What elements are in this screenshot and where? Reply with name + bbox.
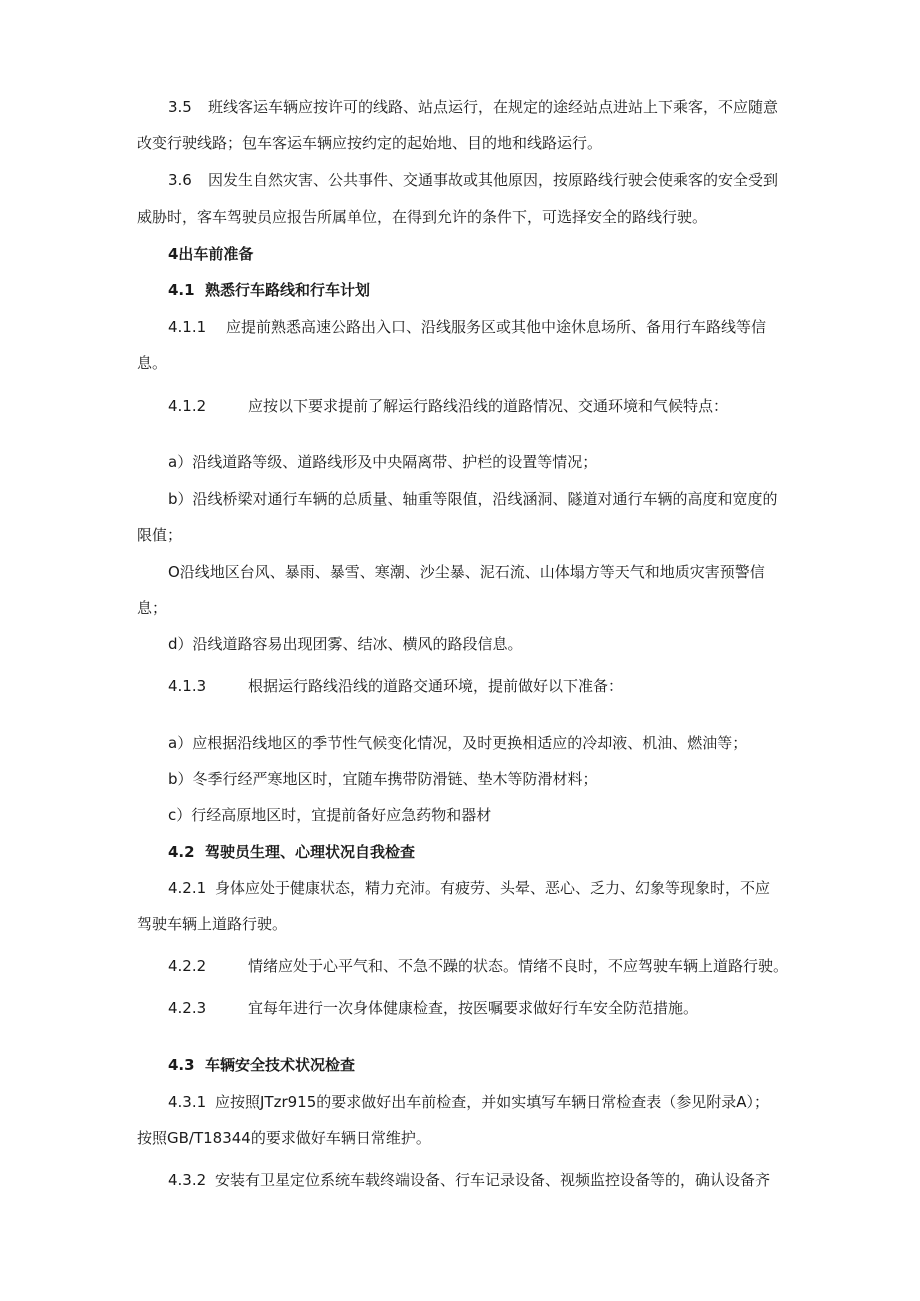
clause-number: 3.5 bbox=[168, 98, 192, 116]
section-4-2-heading: 4.2 驾驶员生理、心理状况自我检查 bbox=[168, 843, 416, 861]
list-item-4-1-2-d: d）沿线道路容易出现团雾、结冰、横风的路段信息。 bbox=[168, 635, 523, 653]
section-4-heading: 4出车前准备 bbox=[168, 245, 254, 263]
clause-3-6-line-2: 威胁时，客车驾驶员应报告所属单位，在得到允许的条件下，可选择安全的路线行驶。 bbox=[137, 208, 708, 226]
list-item-4-1-2-a: a）沿线道路等级、道路线形及中央隔离带、护栏的设置等情况； bbox=[168, 453, 598, 471]
clause-number: 4.2.1 bbox=[168, 879, 207, 897]
clause-4-2-3: 4.2.3 宜每年进行一次身体健康检查，按医嘱要求做好行车安全防范措施。 bbox=[168, 999, 699, 1017]
clause-4-1-2: 4.1.2 应按以下要求提前了解运行路线沿线的道路情况、交通环境和气候特点： bbox=[168, 397, 729, 415]
clause-number: 3.6 bbox=[168, 171, 192, 189]
clause-4-1-3: 4.1.3 根据运行路线沿线的道路交通环境，提前做好以下准备： bbox=[168, 677, 624, 695]
list-item-4-1-2-b-line-1: b）沿线桥梁对通行车辆的总质量、轴重等限值，沿线涵洞、隧道对通行车辆的高度和宽度的 bbox=[168, 490, 778, 508]
list-item-4-1-2-b-line-2: 限值； bbox=[137, 526, 183, 544]
clause-3-6-line-1: 3.6 因发生自然灾害、公共事件、交通事故或其他原因，按原路线行驶会使乘客的安全受到 bbox=[168, 171, 779, 189]
section-number: 4.3 bbox=[168, 1056, 195, 1074]
section-number: 4.1 bbox=[168, 281, 195, 299]
clause-number: 4.1.1 bbox=[168, 318, 207, 336]
clause-number: 4.3.2 bbox=[168, 1171, 207, 1189]
list-item-4-1-3-c: c）行经高原地区时，宜提前备好应急药物和器材 bbox=[168, 806, 492, 824]
section-number: 4.2 bbox=[168, 843, 195, 861]
list-item-4-1-2-c-line-1: O沿线地区台风、暴雨、暴雪、寒潮、沙尘暴、泥石流、山体塌方等天气和地质灾害预警信 bbox=[168, 563, 765, 581]
section-4-1-heading: 4.1 熟悉行车路线和行车计划 bbox=[168, 281, 371, 299]
clause-number: 4.2.2 bbox=[168, 957, 207, 975]
clause-number: 4.1.2 bbox=[168, 397, 207, 415]
clause-4-1-1-line-1: 4.1.1 应提前熟悉高速公路出入口、沿线服务区或其他中途休息场所、备用行车路线等信 bbox=[168, 318, 767, 336]
clause-4-3-2-line-1: 4.3.2 安装有卫星定位系统车载终端设备、行车记录设备、视频监控设备等的，确认设备齐 bbox=[168, 1171, 771, 1189]
clause-number: 4.1.3 bbox=[168, 677, 207, 695]
clause-4-2-1-line-2: 驾驶车辆上道路行驶。 bbox=[137, 915, 288, 933]
clause-number: 4.2.3 bbox=[168, 999, 207, 1017]
clause-4-1-1-line-2: 息。 bbox=[137, 354, 168, 372]
clause-4-3-1-line-2: 按照GB/T18344的要求做好车辆日常维护。 bbox=[137, 1129, 431, 1147]
clause-4-2-2: 4.2.2 情绪应处于心平气和、不急不躁的状态。情绪不良时，不应驾驶车辆上道路行驶。 bbox=[168, 957, 789, 975]
clause-3-5-line-1: 3.5 班线客运车辆应按许可的线路、站点运行，在规定的途经站点进站上下乘客，不应随意 bbox=[168, 98, 779, 116]
list-item-4-1-3-a: a）应根据沿线地区的季节性气候变化情况，及时更换相适应的冷却液、机油、燃油等； bbox=[168, 734, 748, 752]
list-item-4-1-2-c-line-2: 息； bbox=[137, 599, 168, 617]
section-4-3-heading: 4.3 车辆安全技术状况检查 bbox=[168, 1056, 356, 1074]
list-item-4-1-3-b: b）冬季行经严寒地区时，宜随车携带防滑链、垫木等防滑材料； bbox=[168, 770, 598, 788]
clause-number: 4.3.1 bbox=[168, 1093, 207, 1111]
clause-4-3-1-line-1: 4.3.1 应按照JTzr915的要求做好出车前检查，并如实填写车辆日常检查表（参见附录A）； bbox=[168, 1093, 770, 1111]
clause-3-5-line-2: 改变行驶线路；包车客运车辆应按约定的起始地、目的地和线路运行。 bbox=[137, 134, 603, 152]
clause-4-2-1-line-1: 4.2.1 身体应处于健康状态，精力充沛。有疲劳、头晕、恶心、乏力、幻象等现象时，不应 bbox=[168, 879, 771, 897]
